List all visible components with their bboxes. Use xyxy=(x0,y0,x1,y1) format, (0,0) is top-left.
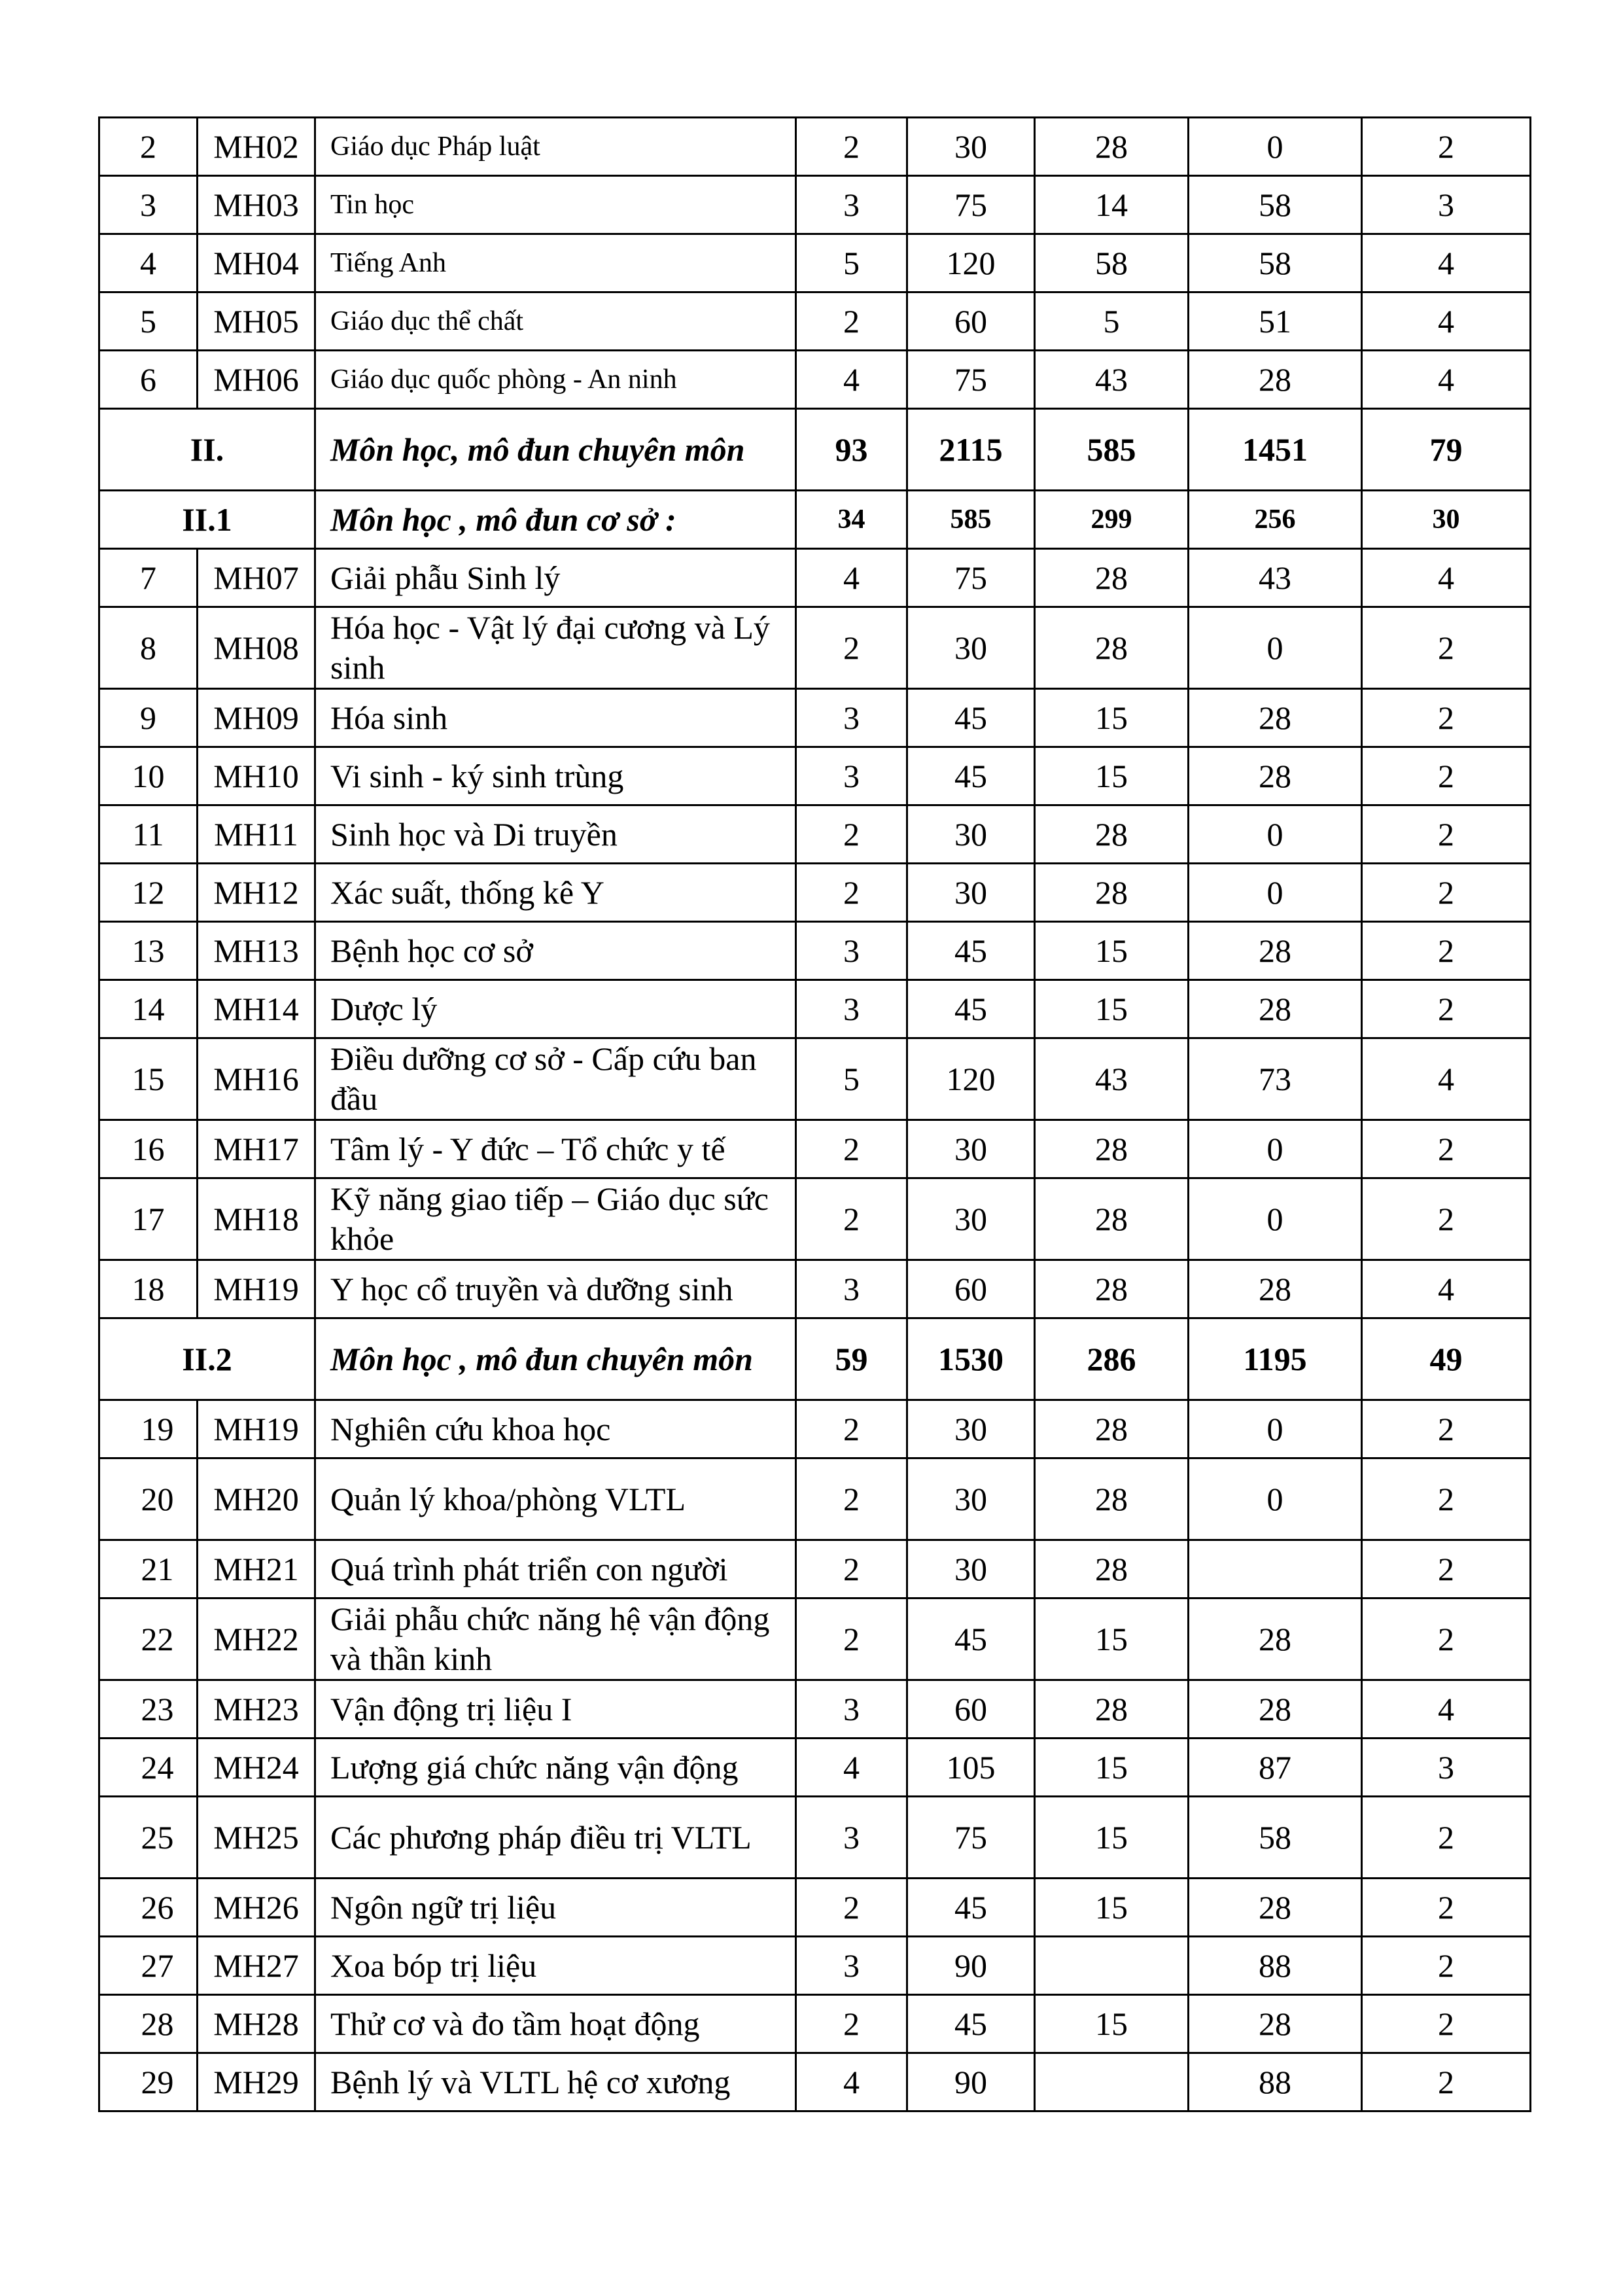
table-row xyxy=(99,607,1531,689)
subject-exam: 2 xyxy=(1362,1458,1531,1540)
subject-practice: 0 xyxy=(1189,805,1362,864)
subject-exam: 2 xyxy=(1362,1937,1531,1995)
table-row xyxy=(99,351,1531,409)
subject-practice: 88 xyxy=(1189,2053,1362,2111)
section-label: II.2 xyxy=(99,1318,315,1400)
table-row xyxy=(99,234,1531,292)
subject-exam: 4 xyxy=(1362,1680,1531,1739)
subject-practice: 51 xyxy=(1189,292,1362,351)
subject-practice: 0 xyxy=(1189,1120,1362,1178)
subject-name: Giáo dục quốc phòng - An ninh xyxy=(315,351,796,409)
subject-code: MH11 xyxy=(198,805,315,864)
subject-practice: 58 xyxy=(1189,1797,1362,1879)
subject-name: Xác suất, thống kê Y xyxy=(315,864,796,922)
table-row xyxy=(99,1739,1531,1797)
row-number: 19 xyxy=(99,1400,198,1458)
subject-code: MH14 xyxy=(198,980,315,1038)
subject-exam: 2 xyxy=(1362,689,1531,747)
subject-code: MH21 xyxy=(198,1540,315,1598)
subject-exam: 3 xyxy=(1362,176,1531,234)
section-practice: 1195 xyxy=(1189,1318,1362,1400)
subject-exam: 2 xyxy=(1362,1879,1531,1937)
subject-exam: 4 xyxy=(1362,1038,1531,1120)
subject-name: Hóa sinh xyxy=(315,689,796,747)
subject-credits: 2 xyxy=(796,292,907,351)
section-exam: 49 xyxy=(1362,1318,1531,1400)
row-number: 20 xyxy=(99,1458,198,1540)
subject-credits: 2 xyxy=(796,1879,907,1937)
subject-code: MH26 xyxy=(198,1879,315,1937)
table-row xyxy=(99,805,1531,864)
section-theory: 286 xyxy=(1035,1318,1189,1400)
subject-total: 30 xyxy=(907,805,1035,864)
subject-total: 30 xyxy=(907,1540,1035,1598)
row-number: 29 xyxy=(99,2053,198,2111)
section-header-row xyxy=(99,409,1531,491)
row-number: 9 xyxy=(99,689,198,747)
table-row xyxy=(99,689,1531,747)
table-row xyxy=(99,176,1531,234)
subject-name: Vi sinh - ký sinh trùng xyxy=(315,747,796,805)
subject-credits: 2 xyxy=(796,607,907,689)
section-theory: 299 xyxy=(1035,491,1189,549)
subject-exam: 2 xyxy=(1362,1995,1531,2053)
subject-exam: 2 xyxy=(1362,1598,1531,1680)
subject-total: 30 xyxy=(907,1400,1035,1458)
subject-credits: 2 xyxy=(796,1458,907,1540)
row-number: 26 xyxy=(99,1879,198,1937)
subject-exam: 4 xyxy=(1362,1260,1531,1318)
subject-total: 45 xyxy=(907,922,1035,980)
row-number: 11 xyxy=(99,805,198,864)
subject-total: 45 xyxy=(907,747,1035,805)
subject-code: MH06 xyxy=(198,351,315,409)
subject-code: MH18 xyxy=(198,1178,315,1260)
row-number: 17 xyxy=(99,1178,198,1260)
table-row xyxy=(99,1260,1531,1318)
subject-theory: 58 xyxy=(1035,234,1189,292)
subject-exam: 4 xyxy=(1362,549,1531,607)
subject-code: MH20 xyxy=(198,1458,315,1540)
table-row xyxy=(99,980,1531,1038)
subject-exam: 2 xyxy=(1362,980,1531,1038)
subject-exam: 4 xyxy=(1362,234,1531,292)
subject-total: 75 xyxy=(907,351,1035,409)
subject-theory: 28 xyxy=(1035,607,1189,689)
table-row xyxy=(99,1995,1531,2053)
subject-code: MH02 xyxy=(198,118,315,176)
table-row xyxy=(99,549,1531,607)
subject-practice: 28 xyxy=(1189,1995,1362,2053)
subject-practice: 88 xyxy=(1189,1937,1362,1995)
subject-total: 45 xyxy=(907,980,1035,1038)
subject-practice: 28 xyxy=(1189,1598,1362,1680)
row-number: 12 xyxy=(99,864,198,922)
row-number: 14 xyxy=(99,980,198,1038)
subject-theory: 28 xyxy=(1035,805,1189,864)
table-row xyxy=(99,1178,1531,1260)
subject-theory: 28 xyxy=(1035,1458,1189,1540)
subject-credits: 3 xyxy=(796,747,907,805)
subject-total: 30 xyxy=(907,1178,1035,1260)
table-row xyxy=(99,1540,1531,1598)
subject-name: Điều dưỡng cơ sở - Cấp cứu ban đầu xyxy=(315,1038,796,1120)
section-practice: 1451 xyxy=(1189,409,1362,491)
row-number: 13 xyxy=(99,922,198,980)
subject-total: 45 xyxy=(907,1995,1035,2053)
table-row xyxy=(99,747,1531,805)
subject-exam: 2 xyxy=(1362,118,1531,176)
subject-credits: 2 xyxy=(796,1178,907,1260)
subject-practice: 0 xyxy=(1189,118,1362,176)
subject-credits: 2 xyxy=(796,1540,907,1598)
subject-exam: 2 xyxy=(1362,922,1531,980)
subject-name: Sinh học và Di truyền xyxy=(315,805,796,864)
subject-theory: 15 xyxy=(1035,689,1189,747)
subject-total: 105 xyxy=(907,1739,1035,1797)
subject-total: 90 xyxy=(907,1937,1035,1995)
subject-theory: 28 xyxy=(1035,864,1189,922)
subject-theory: 28 xyxy=(1035,1680,1189,1739)
row-number: 22 xyxy=(99,1598,198,1680)
subject-credits: 3 xyxy=(796,1937,907,1995)
table-row xyxy=(99,2053,1531,2111)
subject-credits: 3 xyxy=(796,689,907,747)
curriculum-table xyxy=(98,116,1531,2112)
subject-name: Giải phẫu chức năng hệ vận động và thần kinh xyxy=(315,1598,796,1680)
subject-code: MH08 xyxy=(198,607,315,689)
subject-practice: 0 xyxy=(1189,1178,1362,1260)
row-number: 15 xyxy=(99,1038,198,1120)
section-name: Môn học, mô đun chuyên môn xyxy=(315,409,796,491)
row-number: 25 xyxy=(99,1797,198,1879)
subject-credits: 3 xyxy=(796,922,907,980)
row-number: 23 xyxy=(99,1680,198,1739)
subject-total: 75 xyxy=(907,176,1035,234)
subject-theory: 28 xyxy=(1035,118,1189,176)
subject-practice: 28 xyxy=(1189,689,1362,747)
subject-practice: 0 xyxy=(1189,1458,1362,1540)
subject-exam: 2 xyxy=(1362,607,1531,689)
section-exam: 79 xyxy=(1362,409,1531,491)
subject-code: MH07 xyxy=(198,549,315,607)
subject-practice: 73 xyxy=(1189,1038,1362,1120)
subject-code: MH09 xyxy=(198,689,315,747)
subject-credits: 3 xyxy=(796,1797,907,1879)
subject-credits: 2 xyxy=(796,1400,907,1458)
table-row xyxy=(99,1797,1531,1879)
subject-credits: 2 xyxy=(796,1120,907,1178)
section-name: Môn học , mô đun cơ sở : xyxy=(315,491,796,549)
subject-practice: 58 xyxy=(1189,176,1362,234)
subject-practice: 0 xyxy=(1189,607,1362,689)
subject-code: MH13 xyxy=(198,922,315,980)
subject-credits: 2 xyxy=(796,118,907,176)
subject-code: MH03 xyxy=(198,176,315,234)
subject-exam: 2 xyxy=(1362,2053,1531,2111)
subject-credits: 4 xyxy=(796,2053,907,2111)
section-label: II. xyxy=(99,409,315,491)
subject-practice: 87 xyxy=(1189,1739,1362,1797)
subject-theory: 15 xyxy=(1035,1739,1189,1797)
subject-credits: 3 xyxy=(796,176,907,234)
subject-credits: 2 xyxy=(796,805,907,864)
subject-name: Ngôn ngữ trị liệu xyxy=(315,1879,796,1937)
subject-credits: 4 xyxy=(796,1739,907,1797)
row-number: 2 xyxy=(99,118,198,176)
row-number: 10 xyxy=(99,747,198,805)
subject-credits: 2 xyxy=(796,1598,907,1680)
subject-practice: 43 xyxy=(1189,549,1362,607)
subject-total: 30 xyxy=(907,864,1035,922)
section-name: Môn học , mô đun chuyên môn xyxy=(315,1318,796,1400)
table-row xyxy=(99,118,1531,176)
subject-total: 75 xyxy=(907,1797,1035,1879)
row-number: 24 xyxy=(99,1739,198,1797)
subject-credits: 4 xyxy=(796,351,907,409)
table-row xyxy=(99,1879,1531,1937)
subject-total: 75 xyxy=(907,549,1035,607)
subject-code: MH05 xyxy=(198,292,315,351)
subject-total: 90 xyxy=(907,2053,1035,2111)
table-row xyxy=(99,864,1531,922)
subject-theory: 28 xyxy=(1035,1540,1189,1598)
table-row xyxy=(99,1680,1531,1739)
row-number: 3 xyxy=(99,176,198,234)
section-total: 585 xyxy=(907,491,1035,549)
section-credits: 59 xyxy=(796,1318,907,1400)
subject-theory: 15 xyxy=(1035,922,1189,980)
row-number: 5 xyxy=(99,292,198,351)
subject-exam: 2 xyxy=(1362,864,1531,922)
row-number: 4 xyxy=(99,234,198,292)
row-number: 16 xyxy=(99,1120,198,1178)
subject-total: 30 xyxy=(907,1458,1035,1540)
subject-code: MH10 xyxy=(198,747,315,805)
subject-code: MH29 xyxy=(198,2053,315,2111)
subject-code: MH12 xyxy=(198,864,315,922)
subject-practice: 28 xyxy=(1189,1680,1362,1739)
subject-total: 45 xyxy=(907,689,1035,747)
subject-name: Kỹ năng giao tiếp – Giáo dục sức khỏe xyxy=(315,1178,796,1260)
table-row xyxy=(99,292,1531,351)
subject-name: Giáo dục thể chất xyxy=(315,292,796,351)
subject-name: Xoa bóp trị liệu xyxy=(315,1937,796,1995)
section-total: 1530 xyxy=(907,1318,1035,1400)
subject-name: Nghiên cứu khoa học xyxy=(315,1400,796,1458)
subject-practice: 58 xyxy=(1189,234,1362,292)
table-row xyxy=(99,1400,1531,1458)
subject-practice: 0 xyxy=(1189,1400,1362,1458)
section-credits: 93 xyxy=(796,409,907,491)
subject-total: 60 xyxy=(907,1260,1035,1318)
table-row xyxy=(99,922,1531,980)
subject-theory: 28 xyxy=(1035,1120,1189,1178)
subject-credits: 2 xyxy=(796,1995,907,2053)
subject-theory: 28 xyxy=(1035,1400,1189,1458)
subject-credits: 5 xyxy=(796,234,907,292)
row-number: 6 xyxy=(99,351,198,409)
subject-theory: 5 xyxy=(1035,292,1189,351)
table-body xyxy=(99,118,1531,2111)
subject-name: Y học cổ truyền và dưỡng sinh xyxy=(315,1260,796,1318)
subject-theory xyxy=(1035,1937,1189,1995)
table-row xyxy=(99,1598,1531,1680)
subject-exam: 2 xyxy=(1362,747,1531,805)
subject-practice: 28 xyxy=(1189,922,1362,980)
subject-exam: 3 xyxy=(1362,1739,1531,1797)
subject-total: 45 xyxy=(907,1879,1035,1937)
subject-total: 120 xyxy=(907,234,1035,292)
subject-exam: 4 xyxy=(1362,351,1531,409)
section-header-row xyxy=(99,1318,1531,1400)
subject-code: MH04 xyxy=(198,234,315,292)
subject-total: 30 xyxy=(907,1120,1035,1178)
subject-theory: 15 xyxy=(1035,1879,1189,1937)
subject-credits: 5 xyxy=(796,1038,907,1120)
subject-code: MH28 xyxy=(198,1995,315,2053)
subject-code: MH16 xyxy=(198,1038,315,1120)
section-credits: 34 xyxy=(796,491,907,549)
subject-theory: 15 xyxy=(1035,980,1189,1038)
subject-exam: 2 xyxy=(1362,805,1531,864)
subject-credits: 4 xyxy=(796,549,907,607)
section-practice: 256 xyxy=(1189,491,1362,549)
subject-exam: 2 xyxy=(1362,1797,1531,1879)
row-number: 8 xyxy=(99,607,198,689)
subject-total: 60 xyxy=(907,1680,1035,1739)
subject-theory: 28 xyxy=(1035,1260,1189,1318)
subject-name: Tiếng Anh xyxy=(315,234,796,292)
subject-theory: 28 xyxy=(1035,1178,1189,1260)
subject-practice xyxy=(1189,1540,1362,1598)
subject-code: MH23 xyxy=(198,1680,315,1739)
section-theory: 585 xyxy=(1035,409,1189,491)
subject-practice: 28 xyxy=(1189,980,1362,1038)
subject-code: MH24 xyxy=(198,1739,315,1797)
subject-practice: 28 xyxy=(1189,747,1362,805)
subject-code: MH25 xyxy=(198,1797,315,1879)
row-number: 7 xyxy=(99,549,198,607)
subject-name: Dược lý xyxy=(315,980,796,1038)
table-row xyxy=(99,1937,1531,1995)
subject-credits: 3 xyxy=(796,980,907,1038)
subject-code: MH19 xyxy=(198,1260,315,1318)
subject-theory: 15 xyxy=(1035,1598,1189,1680)
subject-name: Bệnh học cơ sở xyxy=(315,922,796,980)
subject-total: 30 xyxy=(907,118,1035,176)
subject-name: Lượng giá chức năng vận động xyxy=(315,1739,796,1797)
subject-theory xyxy=(1035,2053,1189,2111)
table-row xyxy=(99,1458,1531,1540)
section-total: 2115 xyxy=(907,409,1035,491)
subject-name: Bệnh lý và VLTL hệ cơ xương xyxy=(315,2053,796,2111)
subject-name: Tin học xyxy=(315,176,796,234)
subject-exam: 2 xyxy=(1362,1540,1531,1598)
subject-practice: 28 xyxy=(1189,1879,1362,1937)
subject-credits: 3 xyxy=(796,1260,907,1318)
subject-exam: 2 xyxy=(1362,1120,1531,1178)
subject-code: MH19 xyxy=(198,1400,315,1458)
subject-total: 45 xyxy=(907,1598,1035,1680)
subject-practice: 28 xyxy=(1189,351,1362,409)
subject-total: 120 xyxy=(907,1038,1035,1120)
subject-practice: 0 xyxy=(1189,864,1362,922)
subject-theory: 14 xyxy=(1035,176,1189,234)
subject-code: MH27 xyxy=(198,1937,315,1995)
subject-name: Hóa học - Vật lý đại cương và Lý sinh xyxy=(315,607,796,689)
subject-name: Giáo dục Pháp luật xyxy=(315,118,796,176)
subject-theory: 15 xyxy=(1035,747,1189,805)
subject-total: 60 xyxy=(907,292,1035,351)
table-row xyxy=(99,1038,1531,1120)
subject-name: Quản lý khoa/phòng VLTL xyxy=(315,1458,796,1540)
row-number: 27 xyxy=(99,1937,198,1995)
subject-theory: 15 xyxy=(1035,1797,1189,1879)
row-number: 28 xyxy=(99,1995,198,2053)
subject-name: Các phương pháp điều trị VLTL xyxy=(315,1797,796,1879)
subject-theory: 28 xyxy=(1035,549,1189,607)
subject-name: Thử cơ và đo tầm hoạt động xyxy=(315,1995,796,2053)
subject-name: Tâm lý - Y đức – Tổ chức y tế xyxy=(315,1120,796,1178)
row-number: 18 xyxy=(99,1260,198,1318)
subject-theory: 43 xyxy=(1035,1038,1189,1120)
subject-name: Vận động trị liệu I xyxy=(315,1680,796,1739)
subject-theory: 43 xyxy=(1035,351,1189,409)
subject-exam: 4 xyxy=(1362,292,1531,351)
subject-code: MH17 xyxy=(198,1120,315,1178)
subject-name: Giải phẫu Sinh lý xyxy=(315,549,796,607)
subject-theory: 15 xyxy=(1035,1995,1189,2053)
row-number: 21 xyxy=(99,1540,198,1598)
subject-practice: 28 xyxy=(1189,1260,1362,1318)
subject-exam: 2 xyxy=(1362,1178,1531,1260)
subject-credits: 2 xyxy=(796,864,907,922)
table-row xyxy=(99,1120,1531,1178)
section-header-row xyxy=(99,491,1531,549)
subject-credits: 3 xyxy=(796,1680,907,1739)
subject-exam: 2 xyxy=(1362,1400,1531,1458)
subject-total: 30 xyxy=(907,607,1035,689)
subject-code: MH22 xyxy=(198,1598,315,1680)
section-exam: 30 xyxy=(1362,491,1531,549)
subject-name: Quá trình phát triển con người xyxy=(315,1540,796,1598)
section-label: II.1 xyxy=(99,491,315,549)
